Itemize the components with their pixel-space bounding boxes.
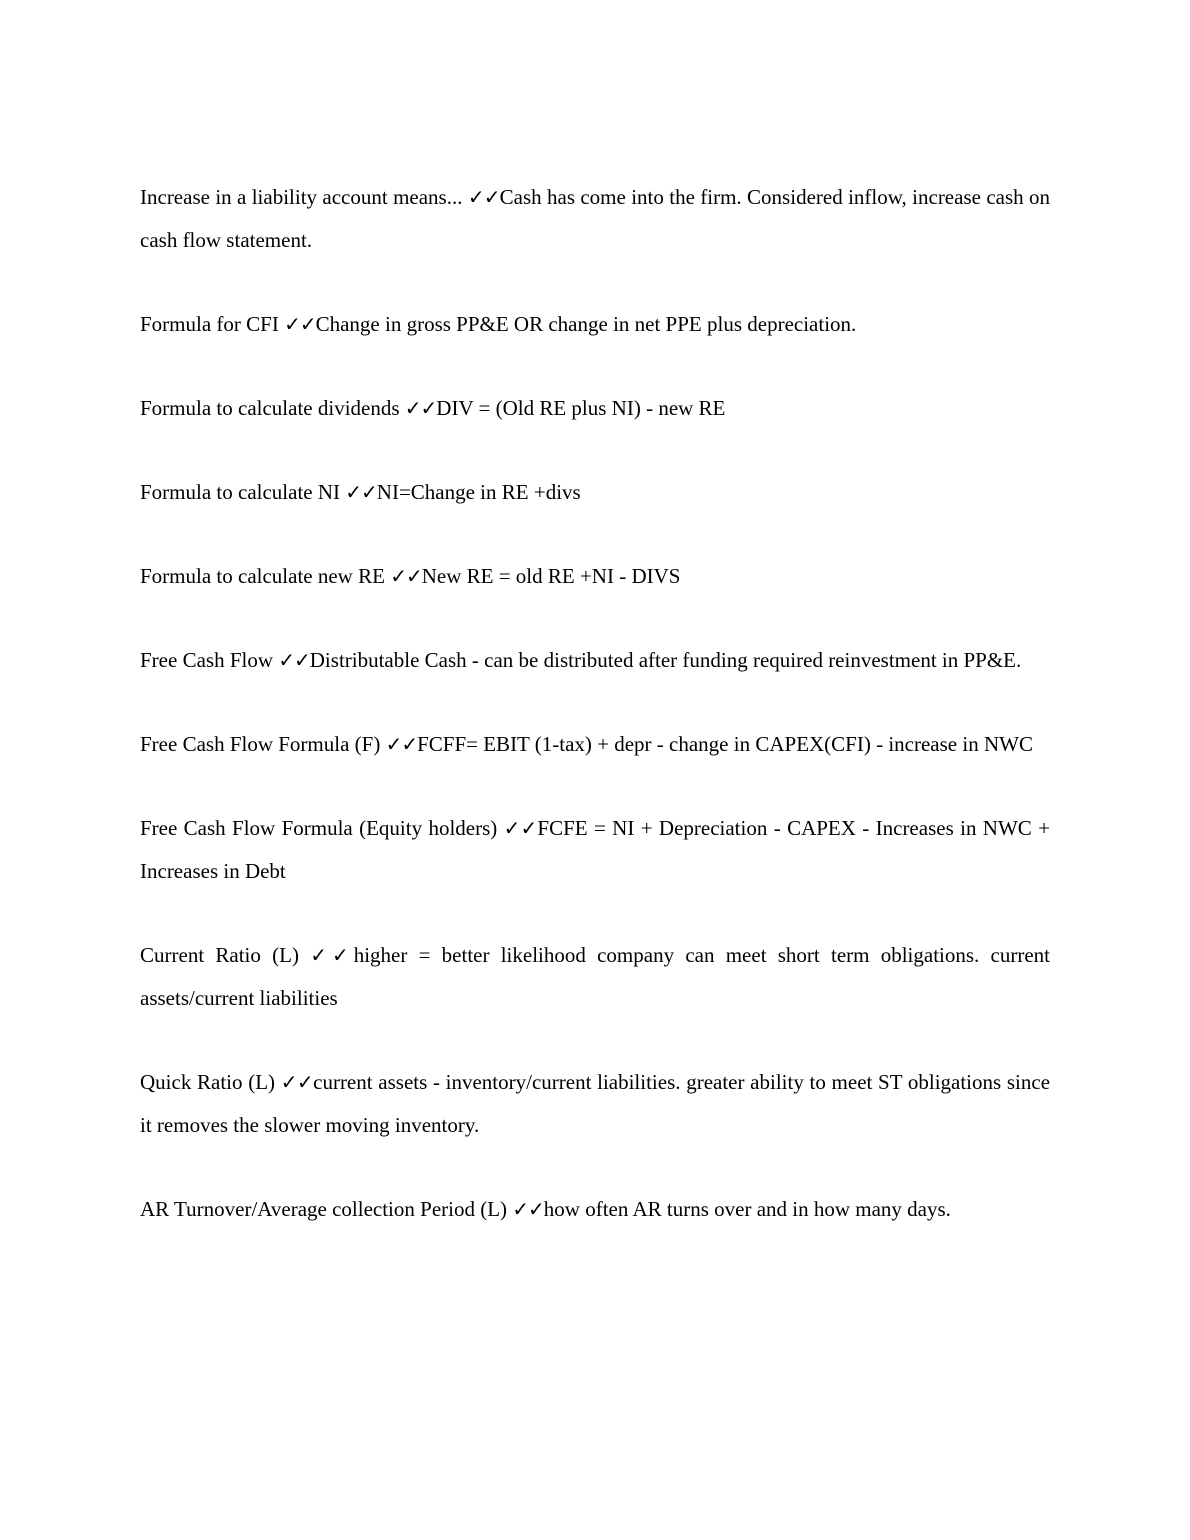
entry-definition: Distributable Cash - can be distributed after funding required reinvestment in PP&E. <box>309 648 1022 672</box>
entry-term: Free Cash Flow Formula (F) <box>140 732 381 756</box>
entry-term: Quick Ratio (L) <box>140 1070 276 1094</box>
entry-definition: FCFE = NI + Depreciation - CAPEX - Increases in NWC + Increases in Debt <box>140 816 1051 883</box>
flashcard-entry <box>140 471 1050 514</box>
check-mark-icon: ✓✓ <box>385 732 418 756</box>
entry-definition: DIV = (Old RE plus NI) - new RE <box>436 396 726 420</box>
check-mark-icon: ✓✓ <box>467 185 500 209</box>
entry-definition: New RE = old RE +NI - DIVS <box>421 564 681 588</box>
flashcard-entry <box>140 387 1050 430</box>
entry-term: Free Cash Flow <box>140 648 273 672</box>
check-mark-icon: ✓✓ <box>310 943 354 967</box>
entry-term: Formula to calculate dividends <box>140 396 400 420</box>
flashcard-entry <box>140 807 1050 893</box>
check-mark-icon: ✓✓ <box>512 1197 544 1221</box>
check-mark-icon: ✓✓ <box>390 564 422 588</box>
entry-term: Formula to calculate new RE <box>140 564 385 588</box>
flashcard-entry <box>140 176 1050 262</box>
entry-definition: higher = better likelihood company can meet short term obligations. current assets/current liabilities <box>140 943 1051 1010</box>
entry-definition: Change in gross PP&E OR change in net PPE plus depreciation. <box>315 312 857 336</box>
flashcard-entry <box>140 303 1050 346</box>
entry-term: Increase in a liability account means... <box>140 185 463 209</box>
flashcard-entry <box>140 934 1050 1020</box>
entry-term: Formula for CFI <box>140 312 279 336</box>
entry-definition: current assets - inventory/current liabilities. greater ability to meet ST obligations since it removes the slower moving inventory. <box>140 1070 1051 1137</box>
check-mark-icon: ✓✓ <box>278 648 310 672</box>
check-mark-icon: ✓✓ <box>280 1070 314 1094</box>
entry-term: Formula to calculate NI <box>140 480 341 504</box>
flashcard-entry <box>140 1188 1050 1231</box>
entry-term: Free Cash Flow Formula (Equity holders) <box>140 816 498 840</box>
flashcard-entry <box>140 1061 1050 1147</box>
entry-term: AR Turnover/Average collection Period (L) <box>140 1197 508 1221</box>
flashcard-entry <box>140 555 1050 598</box>
check-mark-icon: ✓✓ <box>284 312 316 336</box>
flashcard-list <box>140 176 1050 1272</box>
check-mark-icon: ✓✓ <box>404 396 437 420</box>
check-mark-icon: ✓✓ <box>345 480 377 504</box>
entry-definition: Cash has come into the firm. Considered inflow, increase cash on cash flow statement. <box>140 185 1050 252</box>
check-mark-icon: ✓✓ <box>503 816 538 840</box>
entry-definition: NI=Change in RE +divs <box>376 480 581 504</box>
entry-definition: how often AR turns over and in how many days. <box>543 1197 951 1221</box>
flashcard-entry <box>140 723 1050 766</box>
flashcard-entry <box>140 639 1050 682</box>
entry-term: Current Ratio (L) <box>140 943 299 967</box>
entry-definition: FCFF= EBIT (1-tax) + depr - change in CAPEX(CFI) - increase in NWC <box>417 732 1033 756</box>
